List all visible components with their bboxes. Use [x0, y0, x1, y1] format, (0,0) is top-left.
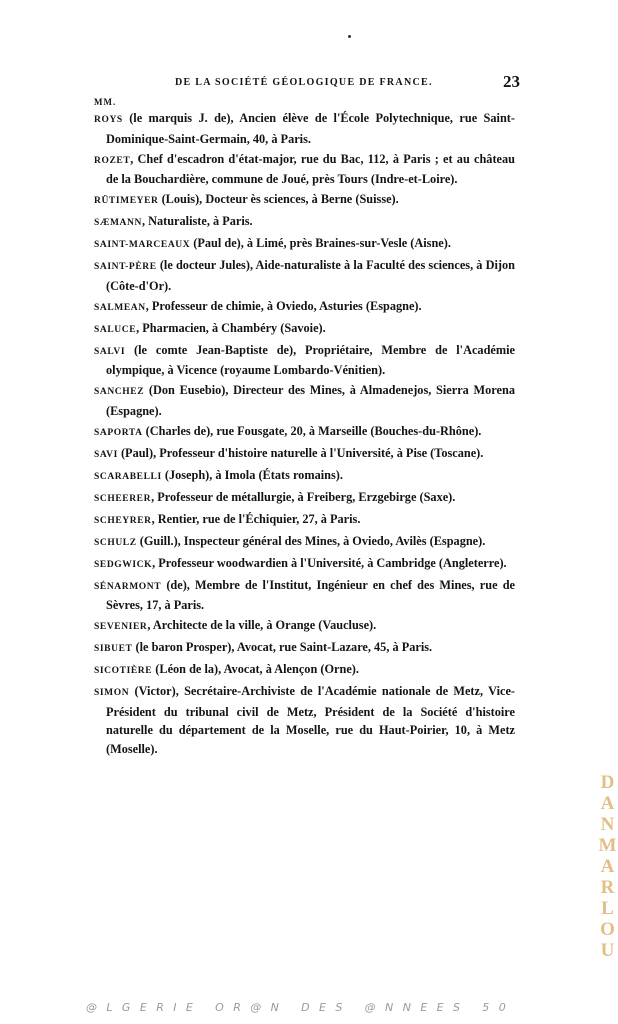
member-details: (Louis), Docteur ès sciences, à Berne (Suisse).	[158, 192, 399, 206]
member-name: SEDGWICK	[94, 559, 153, 570]
member-name: RÜTIMEYER	[94, 196, 159, 206]
member-name: SALVI	[94, 346, 126, 357]
member-details: (le comte Jean-Baptiste de), Propriétaire, Membre de l'Académie olympique, à Vicence (royaume Lombardo-Vénitien).	[106, 342, 515, 377]
member-details: (Léon de la), Avocat, à Alençon (Orne).	[152, 662, 359, 676]
member-entry	[94, 256, 515, 295]
member-entry	[94, 616, 515, 637]
member-name: SCHEYRER	[94, 515, 152, 526]
member-entry	[94, 660, 515, 681]
member-details: (Paul), Professeur d'histoire naturelle à l'Université, à Pise (Toscane).	[117, 445, 484, 460]
member-details: (le baron Prosper), Avocat, rue Saint-Lazare, 45, à Paris.	[132, 640, 433, 654]
member-entry	[94, 109, 515, 148]
member-name: SIMON	[94, 688, 130, 698]
member-name: SEVENIER	[94, 622, 148, 632]
member-details: (Joseph), à Imola (États romains).	[161, 467, 343, 482]
member-name: ROZET	[94, 155, 131, 166]
member-name: SCHULZ	[94, 537, 137, 548]
member-entry	[94, 682, 515, 758]
member-details: (Charles de), rue Fousgate, 20, à Marseille (Bouches-du-Rhône).	[142, 423, 482, 438]
member-entry	[94, 532, 515, 553]
member-name: SAVI	[94, 449, 118, 460]
member-name: SÆMANN	[94, 218, 142, 228]
member-details: (Paul de), à Limé, près Braines-sur-Vesle (Aisne).	[190, 236, 451, 250]
member-name: SÉNARMONT	[94, 581, 162, 592]
member-entry	[94, 234, 515, 255]
member-details: (le marquis J. de), Ancien élève de l'École Polytechnique, rue Saint-Dominique-Saint-Germain, 40, à Paris.	[106, 111, 515, 146]
member-name: SALUCE	[94, 324, 137, 335]
member-details: (Victor), Secrétaire-Archiviste de l'Académie nationale de Metz, Vice-Président du tribunal civil de Metz, Président de la Société d'histoire naturelle du département de la Moselle, rue du Haut-Poirier, 10, à Metz (Moselle).	[106, 684, 515, 756]
member-details: (Guill.), Inspecteur général des Mines, à Oviedo, Avilès (Espagne).	[136, 533, 486, 548]
member-details: (Don Eusebio), Directeur des Mines, à Almadenejos, Sierra Morena (Espagne).	[106, 383, 515, 418]
page-number: 23	[503, 72, 520, 91]
member-name: SCARABELLI	[94, 471, 162, 482]
member-entry	[94, 381, 515, 420]
member-entry	[94, 319, 515, 340]
section-label: MM.	[94, 97, 117, 107]
member-name: SAINT-PÈRE	[94, 262, 157, 272]
running-title: DE LA SOCIÉTÉ GÉOLOGIQUE DE FRANCE.	[175, 77, 433, 88]
member-name: SAINT-MARCEAUX	[94, 240, 191, 250]
member-entry	[94, 212, 515, 233]
member-details: , Rentier, rue de l'Échiquier, 27, à Paris.	[151, 511, 361, 526]
member-entry	[94, 341, 515, 380]
member-entry	[94, 638, 515, 659]
member-name: SCHEERER	[94, 493, 152, 504]
member-name: SIBUET	[94, 644, 133, 654]
member-name: ROYS	[94, 115, 123, 125]
member-details: , Naturaliste, à Paris.	[141, 214, 253, 228]
member-entry	[94, 297, 515, 318]
member-entry	[94, 576, 515, 615]
member-details: , Pharmacien, à Chambéry (Savoie).	[136, 320, 326, 335]
print-speck	[348, 35, 351, 38]
member-details: , Professeur de métallurgie, à Freiberg, Erzgebirge (Saxe).	[151, 489, 456, 504]
member-details: , Chef d'escadron d'état-major, rue du Bac, 112, à Paris ; et au château de la Bouchardière, commune de Joué, près Tours (Indre-et-Loire).	[106, 151, 515, 186]
page-header	[92, 72, 520, 95]
watermark-bottom: @LGERIE OR@N DES @NNEES 50	[86, 1001, 516, 1014]
member-name: SALMEAN	[94, 302, 146, 313]
member-entry	[94, 488, 515, 509]
member-name: SANCHEZ	[94, 387, 145, 397]
member-details: , Architecte de la ville, à Orange (Vaucluse).	[147, 618, 377, 632]
member-name: SICOTIÈRE	[94, 666, 153, 676]
member-details: , Professeur de chimie, à Oviedo, Asturies (Espagne).	[145, 298, 422, 313]
member-entry	[94, 510, 515, 531]
member-entry	[94, 150, 515, 189]
member-entry	[94, 466, 515, 487]
member-details: (de), Membre de l'Institut, Ingénieur en chef des Mines, rue de Sèvres, 17, à Paris.	[106, 577, 515, 612]
member-details: , Professeur woodwardien à l'Université, à Cambridge (Angleterre).	[152, 555, 507, 570]
member-entry	[94, 444, 515, 465]
member-entry	[94, 422, 515, 443]
member-name: SAPORTA	[94, 427, 143, 438]
watermark-vertical: DANMARLOU	[597, 772, 618, 961]
member-list	[94, 95, 515, 758]
member-entry	[94, 554, 515, 575]
member-details: (le docteur Jules), Aide-naturaliste à la Faculté des sciences, à Dijon (Côte-d'Or).	[106, 258, 515, 293]
member-entry	[94, 190, 515, 211]
